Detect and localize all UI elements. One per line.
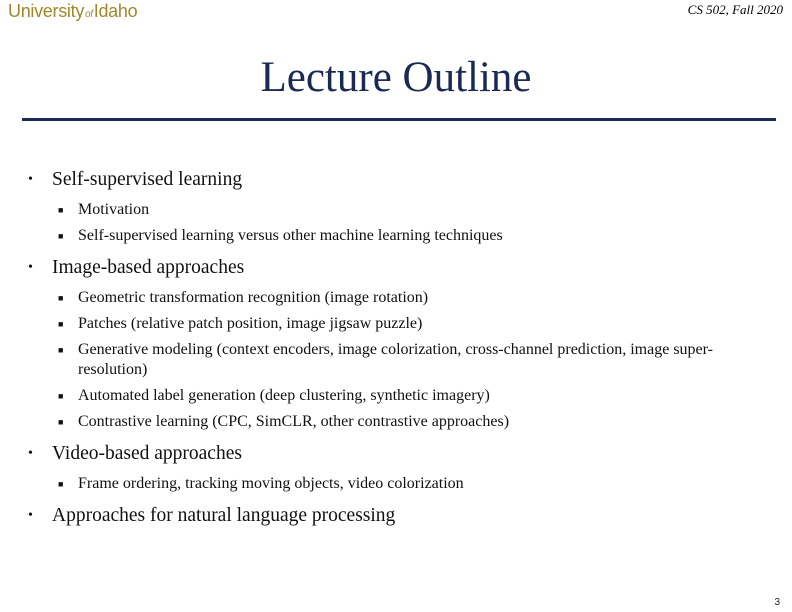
outline-item: [28, 442, 768, 466]
outline-subitem: [28, 226, 768, 246]
outline-subitem: [28, 314, 768, 334]
square-bullet-icon: ■: [58, 417, 64, 427]
outline-subitem: [28, 340, 768, 380]
outline-item: [28, 504, 768, 528]
round-bullet-icon: •: [28, 446, 33, 461]
outline-subitem: [28, 200, 768, 220]
logo-text-idaho: Idaho: [93, 1, 138, 21]
outline-subitem: [28, 386, 768, 406]
square-bullet-icon: ■: [58, 293, 64, 303]
outline-subitem: [28, 288, 768, 308]
outline-subitem-text: Geometric transformation recognition (image rotation): [78, 289, 429, 306]
square-bullet-icon: ■: [58, 231, 64, 241]
outline-item-text: Image-based approaches: [52, 257, 245, 278]
outline-item-text: Self-supervised learning: [52, 169, 243, 190]
square-bullet-icon: ■: [58, 205, 64, 215]
outline-subitem-text: Self-supervised learning versus other machine learning techniques: [78, 227, 503, 244]
outline-subitem: [28, 412, 768, 432]
outline-subitem-text: Motivation: [78, 201, 150, 218]
course-label: CS 502, Fall 2020: [687, 2, 783, 17]
outline-subitem-text: Generative modeling (context encoders, image colorization, cross-channel prediction, image super-resolution): [78, 341, 713, 378]
logo-text-university: University: [8, 1, 85, 21]
round-bullet-icon: •: [28, 172, 33, 187]
outline-subitem: [28, 474, 768, 494]
round-bullet-icon: •: [28, 508, 33, 523]
square-bullet-icon: ■: [58, 345, 64, 355]
outline-item: [28, 168, 768, 192]
outline-subitem-text: Contrastive learning (CPC, SimCLR, other contrastive approaches): [78, 413, 510, 430]
logo-text-of: of: [85, 9, 93, 20]
university-logo: [8, 0, 137, 26]
outline-list: [28, 168, 768, 536]
square-bullet-icon: ■: [58, 391, 64, 401]
round-bullet-icon: •: [28, 260, 33, 275]
outline-subitem-text: Patches (relative patch position, image jigsaw puzzle): [78, 315, 423, 332]
square-bullet-icon: ■: [58, 479, 64, 489]
outline-subitem-text: Frame ordering, tracking moving objects, video colorization: [78, 475, 464, 492]
slide-title: Lecture Outline: [260, 54, 532, 101]
square-bullet-icon: ■: [58, 319, 64, 329]
title-divider: [22, 118, 776, 121]
page-number: 3: [774, 597, 780, 608]
outline-subitem-text: Automated label generation (deep clustering, synthetic imagery): [78, 387, 490, 404]
outline-item-text: Video-based approaches: [52, 443, 242, 464]
outline-item-text: Approaches for natural language processing: [52, 505, 396, 526]
outline-item: [28, 256, 768, 280]
